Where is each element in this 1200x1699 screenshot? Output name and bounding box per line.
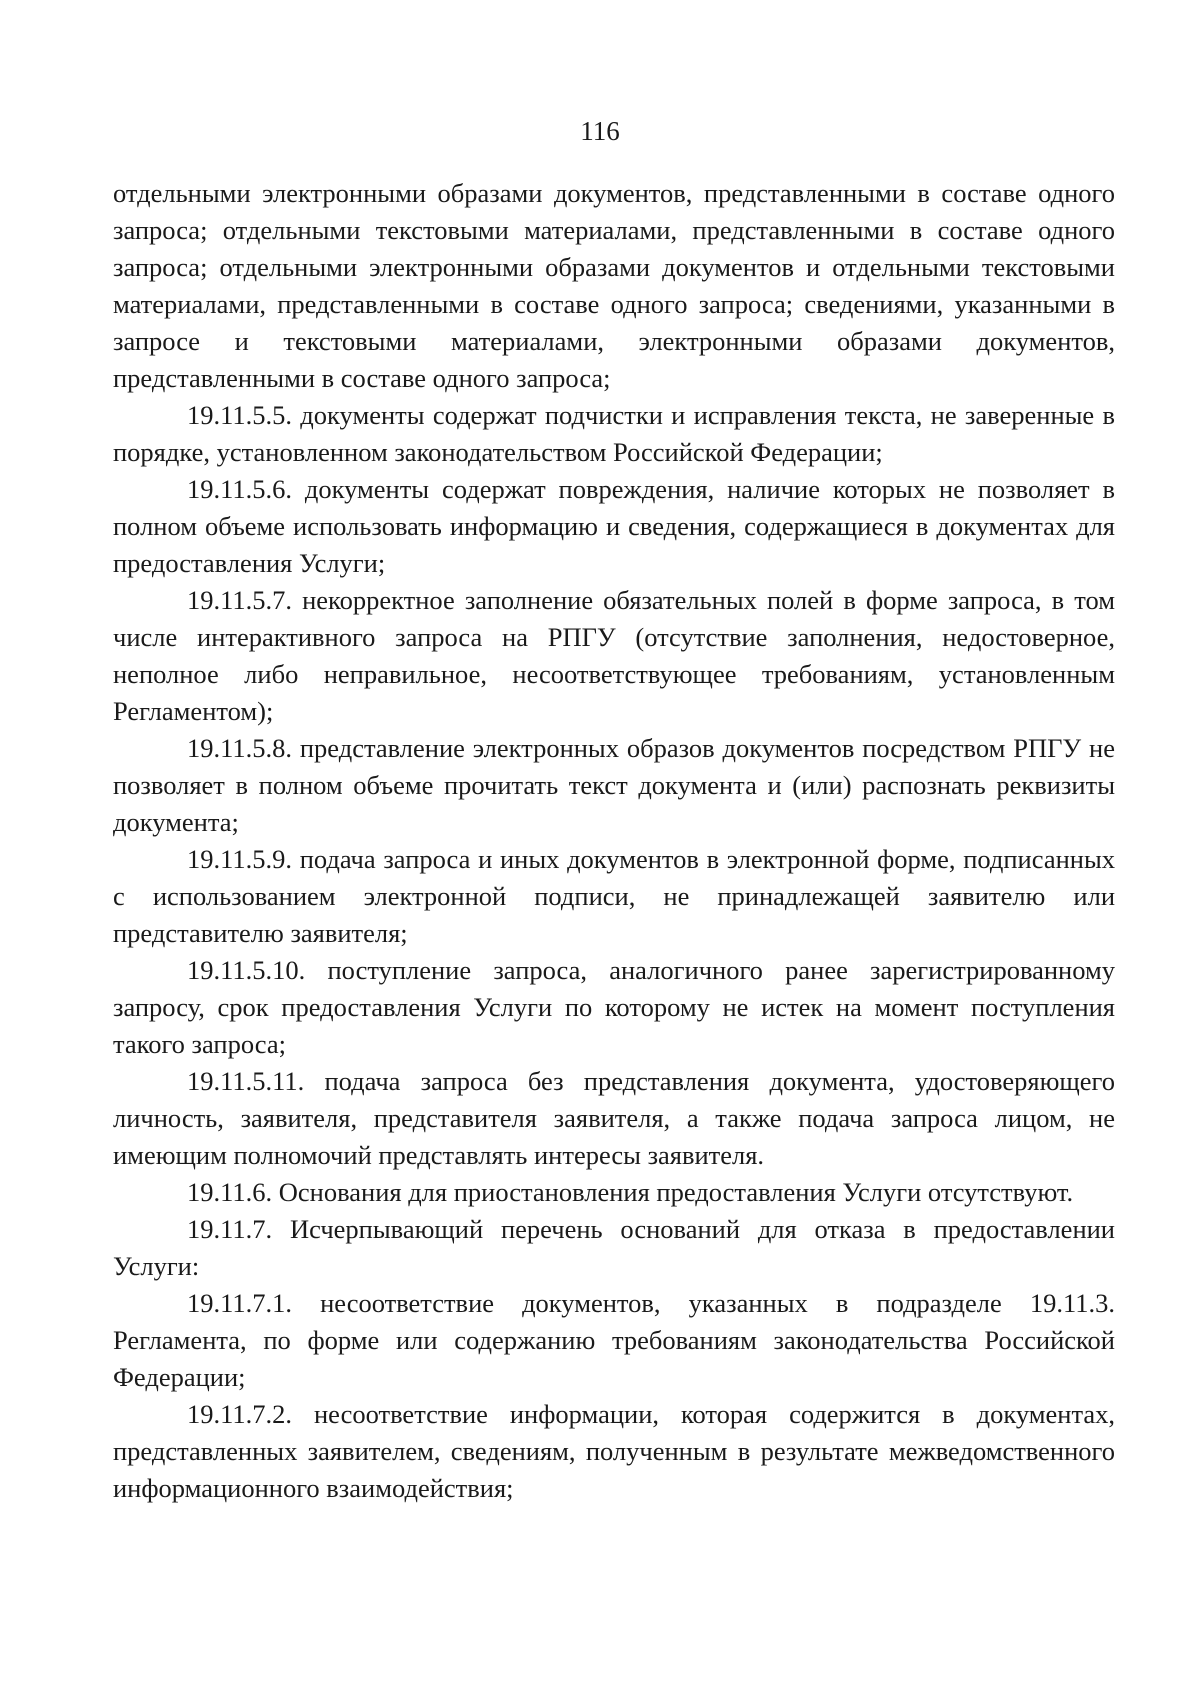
paragraph: 19.11.5.5. документы содержат подчистки и исправления текста, не заверенные в порядке, установленном законодательством Российской Федерации; bbox=[113, 400, 1115, 467]
paragraph: 19.11.5.10. поступление запроса, аналогичного ранее зарегистрированному запросу, срок предоставления Услуги по которому не истек на момент поступления такого запроса; bbox=[113, 955, 1115, 1059]
paragraph: 19.11.5.7. некорректное заполнение обязательных полей в форме запроса, в том числе интерактивного запроса на РПГУ (отсутствие заполнения, недостоверное, неполное либо неправильное, несоответствующее требованиям, установленным Регламентом); bbox=[113, 585, 1115, 726]
paragraph: 19.11.7.1. несоответствие документов, указанных в подразделе 19.11.3. Регламента, по форме или содержанию требованиям законодательства Российской Федерации; bbox=[113, 1288, 1115, 1392]
paragraph: 19.11.5.9. подача запроса и иных документов в электронной форме, подписанных с использованием электронной подписи, не принадлежащей заявителю или представителю заявителя; bbox=[113, 844, 1115, 948]
paragraph: 19.11.5.6. документы содержат повреждения, наличие которых не позволяет в полном объеме использовать информацию и сведения, содержащиеся в документах для предоставления Услуги; bbox=[113, 474, 1115, 578]
page-number: 116 bbox=[580, 116, 620, 146]
paragraph: 19.11.7.2. несоответствие информации, которая содержится в документах, представленных заявителем, сведениям, полученным в результате межведомственного информационного взаимодействия; bbox=[113, 1399, 1115, 1503]
paragraph: 19.11.7. Исчерпывающий перечень оснований для отказа в предоставлении Услуги: bbox=[113, 1214, 1115, 1281]
paragraph: 19.11.5.11. подача запроса без представления документа, удостоверяющего личность, заявителя, представителя заявителя, а также подача запроса лицом, не имеющим полномочий представлять интересы заявителя. bbox=[113, 1066, 1115, 1170]
paragraph: отдельными электронными образами документов, представленными в составе одного запроса; отдельными текстовыми материалами, представленными в составе одного запроса; отдельными электронными образами документов и отдельными текстовыми материалами, представленными в составе одного запроса; сведениями, указанными в запросе и текстовыми материалами, электронными образами документов, представленными в составе одного запроса; bbox=[113, 178, 1115, 393]
paragraph: 19.11.5.8. представление электронных образов документов посредством РПГУ не позволяет в полном объеме прочитать текст документа и (или) распознать реквизиты документа; bbox=[113, 733, 1115, 837]
paragraph: 19.11.6. Основания для приостановления предоставления Услуги отсутствуют. bbox=[187, 1177, 1074, 1207]
body-text bbox=[113, 175, 1115, 1507]
